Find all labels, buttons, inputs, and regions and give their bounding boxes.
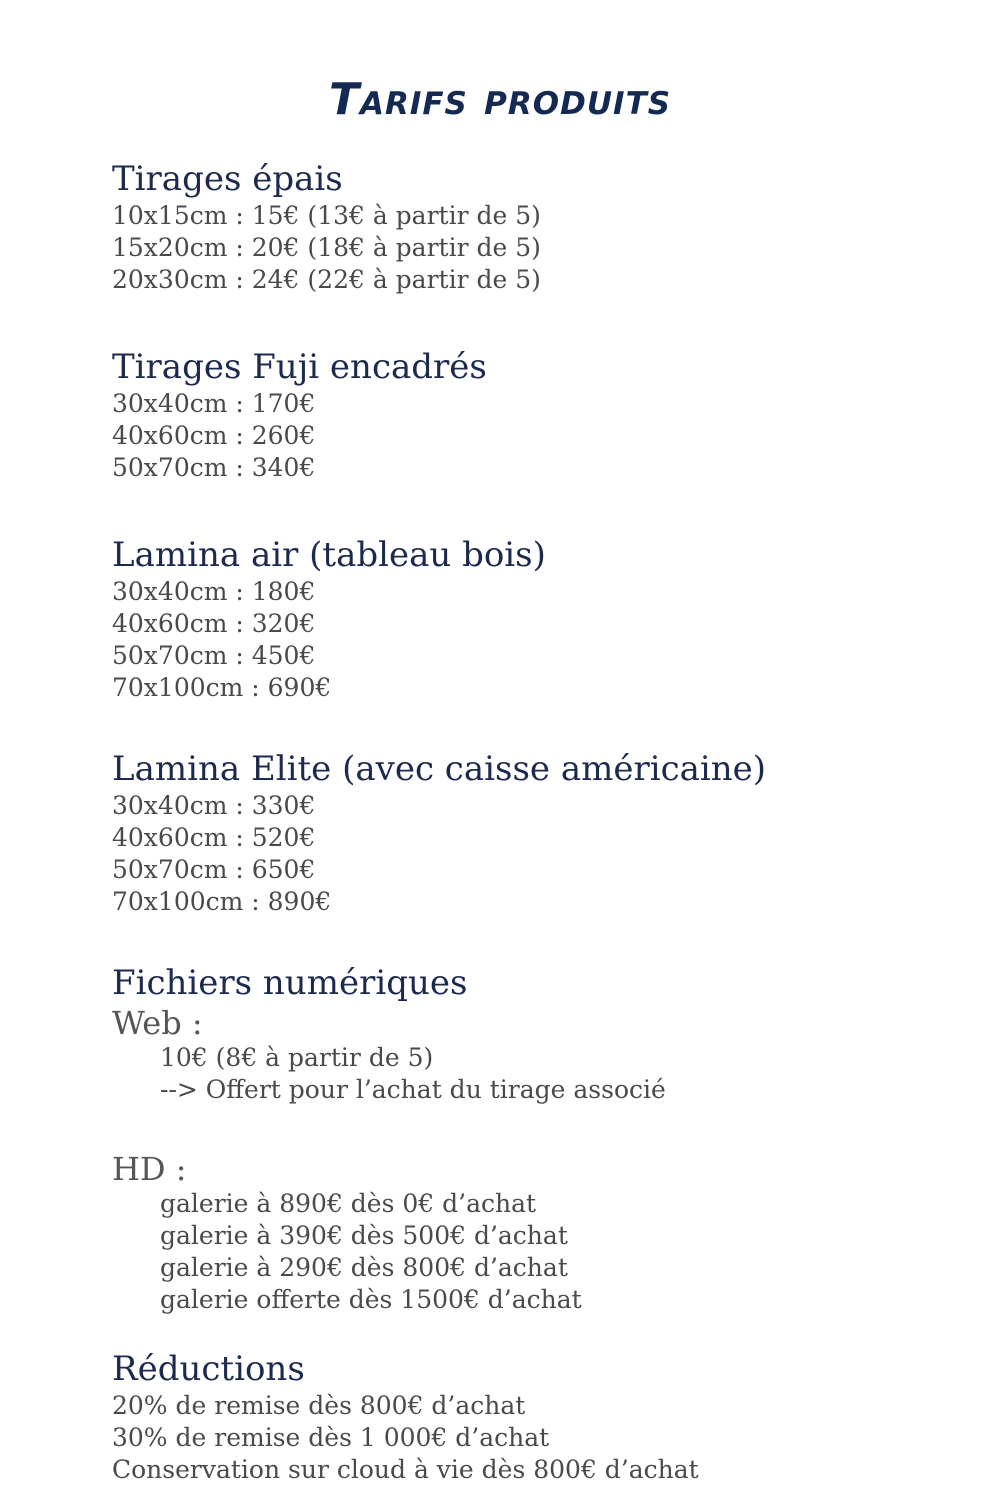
- price-line: 40x60cm : 520€: [112, 823, 316, 852]
- price-line: galerie à 290€ dès 800€ d’achat: [160, 1253, 568, 1282]
- discount-line: 30% de remise dès 1 000€ d’achat: [112, 1423, 550, 1452]
- price-line: galerie offerte dès 1500€ d’achat: [160, 1285, 582, 1314]
- section-tirages-epais: [112, 158, 972, 296]
- price-line: 20x30cm : 24€ (22€ à partir de 5): [112, 265, 541, 294]
- price-line: 40x60cm : 320€: [112, 609, 316, 638]
- price-line: 30x40cm : 330€: [112, 791, 316, 820]
- section-reductions: [112, 1348, 972, 1486]
- section-heading: Réductions: [112, 1349, 305, 1389]
- price-line: 40x60cm : 260€: [112, 421, 316, 450]
- price-line: 10x15cm : 15€ (13€ à partir de 5): [112, 201, 541, 230]
- hd-subheading: HD :: [112, 1150, 187, 1188]
- price-line: 15x20cm : 20€ (18€ à partir de 5): [112, 233, 541, 262]
- section-heading: Tirages Fuji encadrés: [112, 347, 487, 387]
- section-heading: Lamina Elite (avec caisse américaine): [112, 749, 767, 789]
- price-line: --> Offert pour l’achat du tirage associé: [160, 1075, 666, 1104]
- price-line: 50x70cm : 650€: [112, 855, 316, 884]
- section-lamina-elite: [112, 748, 972, 918]
- section-heading: Fichiers numériques: [112, 963, 468, 1003]
- price-line: galerie à 890€ dès 0€ d’achat: [160, 1189, 537, 1218]
- price-line: 10€ (8€ à partir de 5): [160, 1043, 434, 1072]
- section-lamina-air: [112, 534, 972, 704]
- section-heading: Tirages épais: [112, 159, 343, 199]
- price-line: 50x70cm : 450€: [112, 641, 316, 670]
- price-line: 70x100cm : 690€: [112, 673, 332, 702]
- price-line: 30x40cm : 170€: [112, 389, 316, 418]
- price-line: 30x40cm : 180€: [112, 577, 316, 606]
- price-list-content: [112, 158, 972, 1486]
- discount-line: Conservation sur cloud à vie dès 800€ d’achat: [112, 1455, 699, 1484]
- price-line: galerie à 390€ dès 500€ d’achat: [160, 1221, 568, 1250]
- discount-line: 20% de remise dès 800€ d’achat: [112, 1391, 526, 1420]
- price-line: 70x100cm : 890€: [112, 887, 332, 916]
- section-fichiers-numeriques: [112, 962, 972, 1316]
- page-title: Tarifs produits: [328, 74, 672, 125]
- web-subheading: Web :: [112, 1004, 203, 1042]
- section-heading: Lamina air (tableau bois): [112, 535, 546, 575]
- section-tirages-fuji: [112, 346, 972, 484]
- price-line: 50x70cm : 340€: [112, 453, 316, 482]
